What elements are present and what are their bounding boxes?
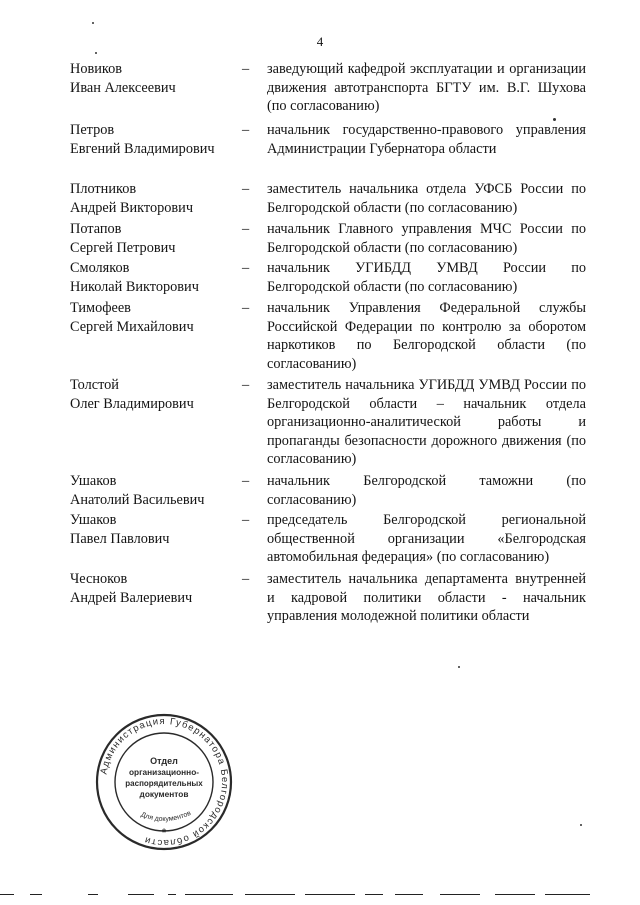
member-position: председатель Белгородской региональной общественной организации «Белгородская автомобильная федерация» (по согласованию)	[267, 512, 586, 566]
scan-speck	[458, 666, 460, 668]
member-name	[70, 511, 250, 548]
dash-separator: –	[242, 61, 250, 77]
member-surname: Смоляков	[70, 260, 130, 276]
member-surname: Петров	[70, 122, 115, 138]
member-surname: Толстой	[70, 377, 119, 393]
member-name	[70, 180, 250, 217]
member-given-names: Андрей Викторович	[70, 199, 194, 216]
member-name	[70, 259, 250, 296]
member-name	[70, 376, 250, 413]
footer-scan-mark	[185, 894, 233, 895]
dash-separator: –	[242, 300, 250, 316]
footer-scan-mark	[168, 894, 176, 895]
stamp-star: *	[161, 827, 167, 839]
member-name	[70, 121, 250, 158]
member-given-names: Сергей Михайлович	[70, 318, 194, 335]
member-surname: Ушаков	[70, 473, 117, 489]
official-stamp	[94, 712, 234, 852]
member-given-names: Иван Алексеевич	[70, 79, 176, 96]
member-name	[70, 570, 250, 607]
member-given-names: Олег Владимирович	[70, 395, 194, 412]
member-position: заместитель начальника отдела УФСБ России по Белгородской области (по согласованию)	[267, 181, 586, 216]
member-surname: Плотников	[70, 181, 137, 197]
footer-scan-mark	[440, 894, 480, 895]
page-number: 4	[316, 34, 324, 49]
member-surname: Потапов	[70, 221, 122, 237]
member-position: заместитель начальника УГИБДД УМВД России по Белгородской области – начальник отдела организационно-аналитической работы и пропаганды безопасности дорожного движения (по согласованию)	[267, 377, 586, 468]
member-name	[70, 60, 250, 97]
footer-scan-mark	[128, 894, 154, 895]
stamp-ring-text: Администрация Губернатора Белгородской области	[98, 715, 231, 849]
member-surname: Ушаков	[70, 512, 117, 528]
member-given-names: Евгений Владимирович	[70, 140, 215, 157]
footer-scan-mark	[395, 894, 423, 895]
scan-speck	[92, 22, 94, 24]
dash-separator: –	[242, 122, 250, 138]
member-name	[70, 299, 250, 336]
member-given-names: Анатолий Васильевич	[70, 491, 205, 508]
member-position: начальник Управления Федеральной службы Российской Федерации по контролю за оборотом наркотиков по Белгородской области (по согласованию)	[267, 300, 586, 372]
footer-scan-mark	[30, 894, 42, 895]
member-position: заведующий кафедрой эксплуатации и организации движения автотранспорта БГТУ им. В.Г. Шухова (по согласованию)	[267, 61, 586, 115]
member-position: начальник Главного управления МЧС России по Белгородской области (по согласованию)	[267, 221, 586, 256]
stamp-center-line: распорядительных	[125, 779, 203, 788]
dash-separator: –	[242, 512, 250, 528]
dash-separator: –	[242, 473, 250, 489]
member-surname: Чесноков	[70, 571, 128, 587]
dash-separator: –	[242, 260, 250, 276]
footer-scan-mark	[245, 894, 295, 895]
footer-scan-mark	[88, 894, 98, 895]
dash-separator: –	[242, 377, 250, 393]
member-given-names: Андрей Валериевич	[70, 589, 193, 606]
footer-scan-mark	[305, 894, 355, 895]
stamp-bottom-text: Для документов	[139, 809, 193, 824]
footer-scan-mark	[365, 894, 383, 895]
member-position: начальник Белгородской таможни (по согласованию)	[267, 473, 586, 508]
footer-scan-mark	[545, 894, 590, 895]
member-surname: Тимофеев	[70, 300, 131, 316]
dash-separator: –	[242, 181, 250, 197]
member-position: начальник государственно-правового управления Администрации Губернатора области	[267, 122, 586, 157]
footer-scan-mark	[0, 894, 14, 895]
member-position: начальник УГИБДД УМВД России по Белгородской области (по согласованию)	[267, 260, 586, 295]
stamp-center-line: организационно-	[128, 767, 200, 777]
footer-scan-mark	[495, 894, 535, 895]
member-name	[70, 220, 250, 257]
stamp-center-line: Отдел	[150, 756, 178, 766]
scan-speck	[95, 52, 97, 54]
scan-speck	[580, 824, 582, 826]
stamp-center-line: документов	[139, 789, 189, 799]
member-given-names: Сергей Петрович	[70, 239, 176, 256]
dash-separator: –	[242, 221, 250, 237]
member-name	[70, 472, 250, 509]
member-position: заместитель начальника департамента внутренней и кадровой политики области - начальник управления молодежной политики области	[267, 571, 586, 625]
member-surname: Новиков	[70, 61, 122, 77]
member-given-names: Николай Викторович	[70, 278, 199, 295]
member-given-names: Павел Павлович	[70, 530, 170, 547]
dash-separator: –	[242, 571, 250, 587]
